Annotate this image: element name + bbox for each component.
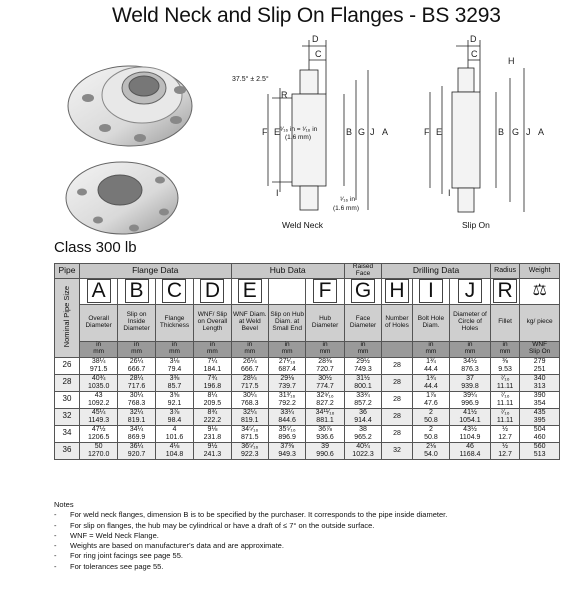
letter-r: R bbox=[490, 278, 519, 304]
col-name: Slip on Hub Diam. at Small End bbox=[268, 304, 305, 341]
weight-scale-icon: ⚖ bbox=[520, 278, 560, 304]
table-cell: 32 bbox=[382, 442, 413, 459]
table-cell: 1⅞ 47.6 bbox=[412, 391, 449, 408]
notes-section bbox=[54, 500, 447, 572]
pipe-size-cell: 26 bbox=[55, 357, 80, 374]
table-row bbox=[55, 408, 560, 425]
table-cell: 3⅜ 85.7 bbox=[155, 374, 193, 391]
table-cell: 40¼ 1022.3 bbox=[344, 442, 381, 459]
table-cell: 28¼ 717.6 bbox=[118, 374, 155, 391]
letter-h: H bbox=[382, 278, 413, 304]
table-cell: 46 1168.4 bbox=[450, 442, 491, 459]
table-cell: 4 101.6 bbox=[155, 425, 193, 442]
table-cell: 279 251 bbox=[520, 357, 560, 374]
table-cell: 28 bbox=[382, 391, 413, 408]
pipe-size-cell: 34 bbox=[55, 425, 80, 442]
table-cell: 37 939.8 bbox=[450, 374, 491, 391]
note-item: - For slip on flanges, the hub may be cylindrical or have a draft of ≤ 7° on the outside surface. bbox=[54, 521, 447, 531]
pipe-size-cell: 28 bbox=[55, 374, 80, 391]
table-cell: 50 1270.0 bbox=[79, 442, 117, 459]
table-cell: 3⅞ 98.4 bbox=[155, 408, 193, 425]
svg-text:I: I bbox=[448, 188, 451, 198]
table-cell: 36¼ 920.7 bbox=[118, 442, 155, 459]
note-item: - For ring joint facings see page 55. bbox=[54, 551, 447, 561]
table-cell: 32⁹⁄₁₆ 827.2 bbox=[306, 391, 345, 408]
data-rows bbox=[55, 357, 560, 459]
letters-row bbox=[55, 278, 560, 304]
group-raised-face: Raised Face bbox=[344, 264, 381, 279]
table-cell: 29⅛ 739.7 bbox=[268, 374, 305, 391]
note-item: - WNF = Weld Neck Flange. bbox=[54, 531, 447, 541]
svg-text:F: F bbox=[262, 127, 268, 137]
col-name: Hub Diameter bbox=[306, 304, 345, 341]
table-cell: 26¼ 666.7 bbox=[231, 357, 268, 374]
table-cell: 34½ 876.3 bbox=[450, 357, 491, 374]
note-item: - Weights are based on manufacturer's data and are approximate. bbox=[54, 541, 447, 551]
svg-text:F: F bbox=[424, 127, 430, 137]
pipe-size-cell: 32 bbox=[55, 408, 80, 425]
unit-cell: in mm bbox=[306, 341, 345, 357]
svg-text:H: H bbox=[508, 56, 515, 66]
table-cell: 31½ 800.1 bbox=[344, 374, 381, 391]
angle-label: 37.5° ± 2.5° bbox=[232, 76, 269, 83]
table-cell: 3⅝ 92.1 bbox=[155, 391, 193, 408]
table-cell: 7¼ 184.1 bbox=[194, 357, 231, 374]
dim-note-3: ¹⁄₁₆ in bbox=[340, 196, 355, 203]
table-cell: ⅜ 9.53 bbox=[490, 357, 519, 374]
note-item: - For weld neck flanges, dimension B is to be specified by the purchaser. It corresponds to the pipe inside diameter. bbox=[54, 510, 447, 520]
table-cell: 34¹¹⁄₁₆ 881.1 bbox=[306, 408, 345, 425]
unit-cell: in mm bbox=[268, 341, 305, 357]
svg-text:A: A bbox=[538, 127, 545, 137]
unit-cell: in mm bbox=[194, 341, 231, 357]
col-name: WNF Diam. at Weld Bevel bbox=[231, 304, 268, 341]
table-cell: 31³⁄₁₆ 792.2 bbox=[268, 391, 305, 408]
group-pipe: Pipe bbox=[55, 264, 80, 279]
table-cell: 2 50.8 bbox=[412, 425, 449, 442]
table-cell: ⁷⁄₁₆ 11.11 bbox=[490, 374, 519, 391]
table-cell: 27¹⁄₁₆ 687.4 bbox=[268, 357, 305, 374]
table-row bbox=[55, 357, 560, 374]
svg-text:J: J bbox=[370, 127, 375, 137]
flange-data-table bbox=[54, 263, 560, 460]
table-cell: 2 50.8 bbox=[412, 408, 449, 425]
group-weight: Weight bbox=[520, 264, 560, 279]
unit-cell bbox=[382, 341, 413, 357]
table-cell: 35⁵⁄₁₆ 896.9 bbox=[268, 425, 305, 442]
pipe-size-header bbox=[55, 278, 80, 357]
group-flange-data: Flange Data bbox=[79, 264, 231, 279]
table-row bbox=[55, 425, 560, 442]
letter-c: C bbox=[155, 278, 193, 304]
table-row bbox=[55, 391, 560, 408]
notes-heading: Notes bbox=[54, 500, 74, 509]
unit-cell: in mm bbox=[412, 341, 449, 357]
table-cell: 30¼ 768.3 bbox=[231, 391, 268, 408]
table-cell: ½ 12.7 bbox=[490, 425, 519, 442]
table-cell: 39 990.6 bbox=[306, 442, 345, 459]
table-cell: 40¾ 1035.0 bbox=[79, 374, 117, 391]
table-cell: 1¾ 44.4 bbox=[412, 374, 449, 391]
table-cell: 28 bbox=[382, 374, 413, 391]
group-hub-data: Hub Data bbox=[231, 264, 344, 279]
col-name: Bolt Hole Diam. bbox=[412, 304, 449, 341]
svg-text:C: C bbox=[471, 49, 478, 59]
table-cell: ½ 12.7 bbox=[490, 442, 519, 459]
table-cell: 8¾ 222.2 bbox=[194, 408, 231, 425]
table-cell: 340 313 bbox=[520, 374, 560, 391]
table-cell: 38 965.2 bbox=[344, 425, 381, 442]
svg-text:R: R bbox=[281, 90, 288, 100]
svg-text:A: A bbox=[382, 127, 389, 137]
group-header-row bbox=[55, 264, 560, 279]
svg-text:E: E bbox=[274, 127, 281, 137]
letter-e: E bbox=[231, 278, 268, 304]
class-title: Class 300 lb bbox=[54, 239, 137, 256]
pipe-size-cell: 36 bbox=[55, 442, 80, 459]
notes-list bbox=[54, 510, 447, 572]
unit-cell: in mm bbox=[155, 341, 193, 357]
table-cell: 43 1092.2 bbox=[79, 391, 117, 408]
svg-text:I: I bbox=[276, 188, 279, 198]
table-cell: 32¼ 819.1 bbox=[118, 408, 155, 425]
col-name: WNF/ Slip on Overall Length bbox=[194, 304, 231, 341]
table-cell: 28⅜ 720.7 bbox=[306, 357, 345, 374]
table-cell: 45¼ 1149.3 bbox=[79, 408, 117, 425]
note-item: - For tolerances see page 55. bbox=[54, 562, 447, 572]
table-cell: ⁷⁄₁₆ 11.11 bbox=[490, 391, 519, 408]
svg-text:D: D bbox=[312, 34, 319, 44]
dim-note-1: ¹⁄₁₆ in = ¹⁄₁₆ in bbox=[280, 126, 318, 133]
table-cell: 41½ 1054.1 bbox=[450, 408, 491, 425]
table-cell: 36⁵⁄₁₆ 922.3 bbox=[231, 442, 268, 459]
table-cell: 4⅛ 104.8 bbox=[155, 442, 193, 459]
col-name: kg/ piece bbox=[520, 304, 560, 341]
col-name: Flange Thickness bbox=[155, 304, 193, 341]
col-name: Diameter of Circle of Holes bbox=[450, 304, 491, 341]
letter-j: J bbox=[450, 278, 491, 304]
group-drilling-data: Drilling Data bbox=[382, 264, 491, 279]
table-cell: 504 460 bbox=[520, 425, 560, 442]
column-names-row bbox=[55, 304, 560, 341]
dim-note-2: (1.6 mm) bbox=[285, 134, 311, 141]
unit-cell: in mm bbox=[231, 341, 268, 357]
svg-text:D: D bbox=[470, 34, 477, 44]
table-cell: 7¾ 196.8 bbox=[194, 374, 231, 391]
table-cell: 9½ 241.3 bbox=[194, 442, 231, 459]
letter-d: D bbox=[194, 278, 231, 304]
page-title: Weld Neck and Slip On Flanges - BS 3293 bbox=[112, 4, 501, 27]
table-cell: 36⅞ 936.6 bbox=[306, 425, 345, 442]
table-cell: 34¼ 869.9 bbox=[118, 425, 155, 442]
unit-cell: in mm bbox=[490, 341, 519, 357]
col-name: Slip on Inside Diameter bbox=[118, 304, 155, 341]
table-cell: 39¼ 996.9 bbox=[450, 391, 491, 408]
table-cell: 28 bbox=[382, 408, 413, 425]
table-cell: 32¼ 819.1 bbox=[231, 408, 268, 425]
table-cell: 9⅛ 231.8 bbox=[194, 425, 231, 442]
letter-g: G bbox=[344, 278, 381, 304]
slip-on-caption: Slip On bbox=[462, 220, 490, 230]
svg-text:B: B bbox=[498, 127, 505, 137]
table-cell: 33¼ 844.6 bbox=[268, 408, 305, 425]
dim-note-4: (1.6 mm) bbox=[333, 205, 359, 212]
col-name: Number of Holes bbox=[382, 304, 413, 341]
unit-cell: in mm bbox=[450, 341, 491, 357]
table-cell: 37⅜ 949.3 bbox=[268, 442, 305, 459]
svg-text:G: G bbox=[358, 127, 366, 137]
table-cell: 38¼ 971.5 bbox=[79, 357, 117, 374]
group-radius: Radius bbox=[490, 264, 519, 279]
svg-text:J: J bbox=[526, 127, 531, 137]
unit-cell: in mm bbox=[79, 341, 117, 357]
letter-f: F bbox=[306, 278, 345, 304]
table-cell: ⁷⁄₁₆ 11.11 bbox=[490, 408, 519, 425]
table-cell: 36 914.4 bbox=[344, 408, 381, 425]
table-cell: 1¾ 44.4 bbox=[412, 357, 449, 374]
table-row bbox=[55, 374, 560, 391]
weld-neck-caption: Weld Neck bbox=[282, 220, 323, 230]
table-cell: 560 513 bbox=[520, 442, 560, 459]
col-name: Fillet bbox=[490, 304, 519, 341]
table-cell: 3⅛ 79.4 bbox=[155, 357, 193, 374]
table-cell: 26¼ 666.7 bbox=[118, 357, 155, 374]
letter-i: I bbox=[412, 278, 449, 304]
table-row bbox=[55, 442, 560, 459]
letter-b: B bbox=[118, 278, 155, 304]
svg-text:C: C bbox=[315, 49, 322, 59]
svg-text:G: G bbox=[512, 127, 520, 137]
table-cell: 33¾ 857.2 bbox=[344, 391, 381, 408]
table-cell: 47½ 1206.5 bbox=[79, 425, 117, 442]
table-cell: 34⁵⁄₁₆ 871.5 bbox=[231, 425, 268, 442]
table-cell: 28 bbox=[382, 357, 413, 374]
letter-a: A bbox=[79, 278, 117, 304]
table-cell: 28 bbox=[382, 425, 413, 442]
pipe-size-cell: 30 bbox=[55, 391, 80, 408]
unit-cell: WNF Slip On bbox=[520, 341, 560, 357]
table-cell: 43½ 1104.9 bbox=[450, 425, 491, 442]
letter-blank-1 bbox=[268, 278, 305, 304]
flange-photo bbox=[60, 38, 228, 243]
col-name: Overall Diameter bbox=[79, 304, 117, 341]
table-cell: 30¼ 768.3 bbox=[118, 391, 155, 408]
table-cell: 435 395 bbox=[520, 408, 560, 425]
table-cell: 2⅛ 54.0 bbox=[412, 442, 449, 459]
table-cell: 30½ 774.7 bbox=[306, 374, 345, 391]
svg-text:E: E bbox=[436, 127, 443, 137]
table-cell: 8¼ 209.5 bbox=[194, 391, 231, 408]
unit-cell: in mm bbox=[118, 341, 155, 357]
table-cell: 28¼ 717.5 bbox=[231, 374, 268, 391]
table-cell: 29½ 749.3 bbox=[344, 357, 381, 374]
unit-cell: in mm bbox=[344, 341, 381, 357]
pipe-size-label: Nominal Pipe Size bbox=[62, 285, 72, 348]
units-row bbox=[55, 341, 560, 357]
svg-text:B: B bbox=[346, 127, 353, 137]
col-name: Face Diameter bbox=[344, 304, 381, 341]
table-cell: 390 354 bbox=[520, 391, 560, 408]
